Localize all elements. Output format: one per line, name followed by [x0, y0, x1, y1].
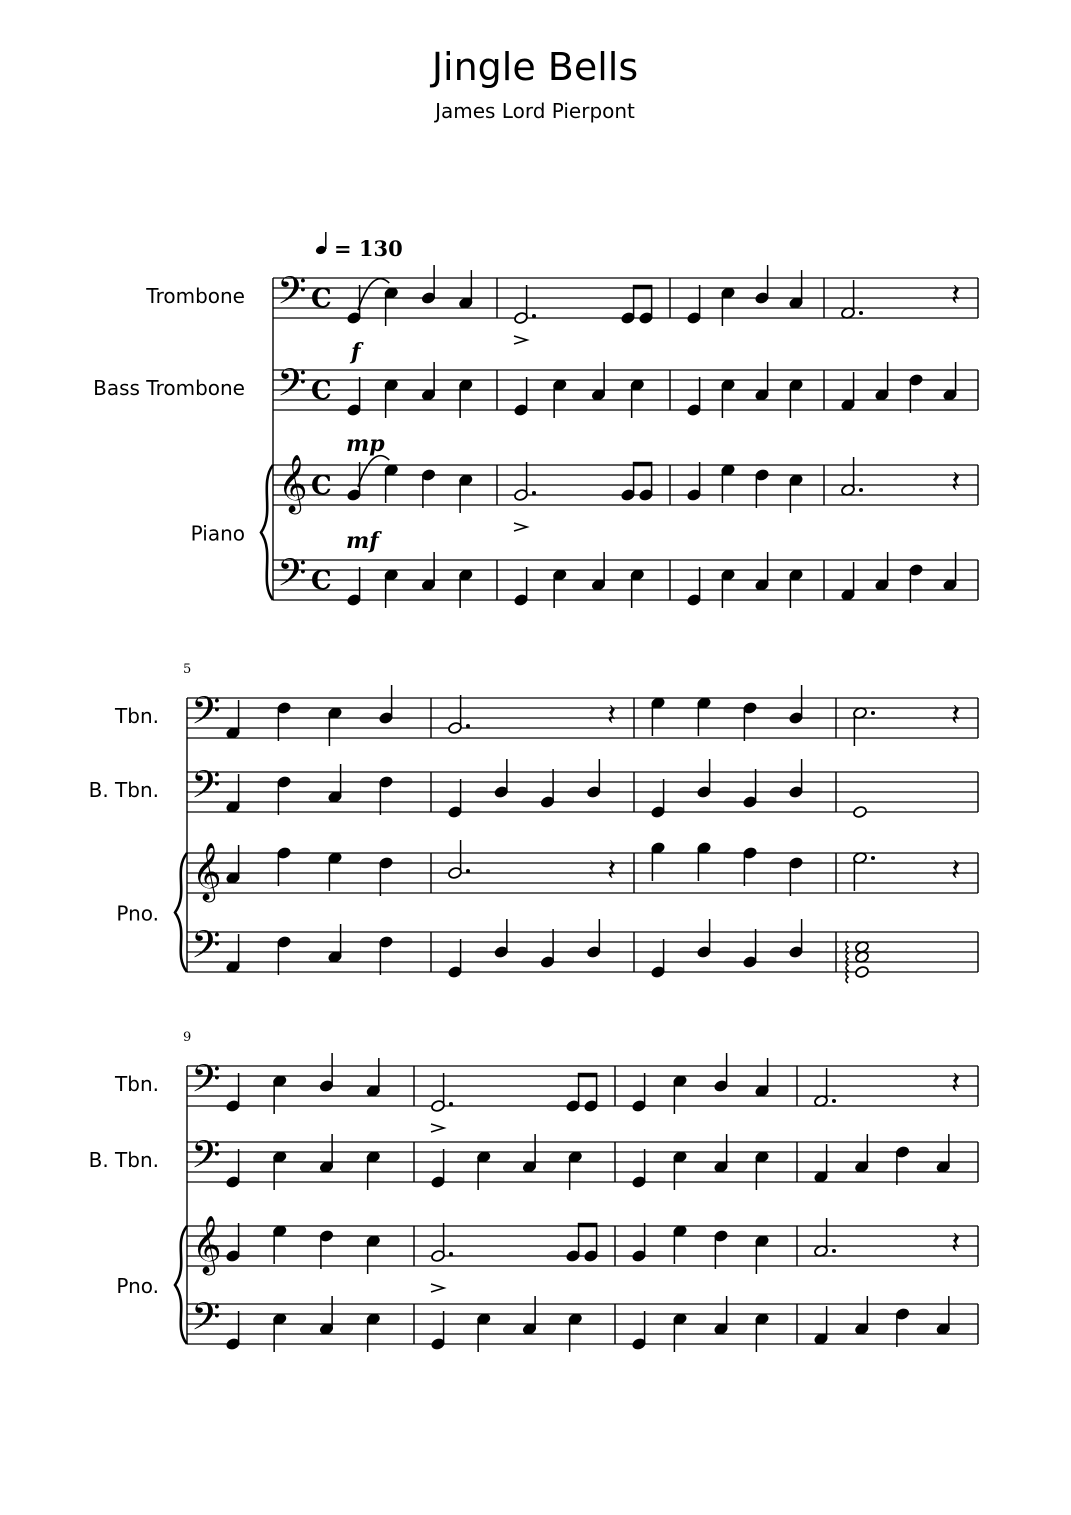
instrument-label-bass-trombone: B. Tbn.: [88, 1148, 159, 1172]
staff-bass-trombone: [273, 360, 978, 418]
quarter-rest-icon: 𝄽: [951, 698, 961, 733]
instrument-label-trombone: Trombone: [146, 284, 245, 308]
piano-brace: [261, 465, 273, 600]
staff-bass-trombone: [187, 759, 978, 819]
piano-brace: [175, 853, 187, 972]
instrument-label-trombone: Tbn.: [115, 704, 159, 728]
quarter-rest-icon: 𝄽: [951, 1226, 961, 1261]
treble-clef-icon: 𝄞: [192, 1215, 222, 1273]
quarter-rest-icon: 𝄽: [607, 698, 617, 733]
treble-clef-icon: 𝄞: [192, 842, 222, 900]
quarter-rest-icon: 𝄽: [607, 853, 617, 888]
system: [93, 265, 978, 608]
dynamic-forte: f: [351, 339, 361, 365]
accent-mark: [514, 336, 527, 344]
bass-clef-icon: 𝄢: [191, 1294, 221, 1348]
slur: [358, 279, 389, 310]
staff-piano-left-hand: [187, 1294, 978, 1352]
augmentation-dot: [871, 711, 875, 715]
bass-clef-icon: 𝄢: [191, 1132, 221, 1186]
common-time-signature: C: [311, 376, 332, 406]
augmentation-dot: [449, 1102, 453, 1106]
staff-piano-right-hand: [273, 454, 978, 531]
staff-trombone: [273, 265, 978, 344]
quarter-rest-icon: 𝄽: [951, 278, 961, 313]
augmentation-dot: [832, 1249, 836, 1253]
staff-piano-left-hand: [187, 919, 978, 983]
common-time-signature: C: [311, 284, 332, 314]
measure-number: 9: [183, 1030, 192, 1045]
augmentation-dot: [532, 314, 536, 318]
quarter-rest-icon: 𝄽: [951, 465, 961, 500]
bass-clef-icon: 𝄢: [277, 268, 307, 322]
augmentation-dot: [871, 856, 875, 860]
accent-mark: [431, 1124, 444, 1132]
treble-clef-icon: 𝄞: [278, 454, 308, 512]
dynamic-mezzo-forte: mf: [346, 528, 379, 554]
augmentation-dot: [859, 311, 863, 315]
staff-piano-left-hand: [273, 550, 978, 608]
augmentation-dot: [466, 869, 470, 873]
common-time-signature: C: [311, 566, 332, 596]
augmentation-dot: [449, 1252, 453, 1256]
instrument-label-piano: Pno.: [116, 1274, 159, 1298]
score-title: Jingle Bells: [431, 45, 639, 89]
note-head: [853, 805, 868, 818]
accent-mark: [514, 523, 527, 531]
augmentation-dot: [832, 1099, 836, 1103]
staff-piano-right-hand: [187, 840, 978, 903]
augmentation-dot: [859, 488, 863, 492]
staff-trombone: [187, 685, 978, 746]
bass-clef-icon: 𝄢: [191, 922, 221, 976]
common-time-signature: C: [311, 471, 332, 501]
slur: [358, 456, 389, 487]
composer-name: James Lord Pierpont: [435, 99, 635, 123]
instrument-label-bass-trombone: B. Tbn.: [88, 778, 159, 802]
note-head: [855, 965, 870, 978]
measure-number: 5: [183, 662, 192, 677]
tempo-value: = 130: [334, 236, 403, 261]
bass-clef-icon: 𝄢: [277, 360, 307, 414]
instrument-label-piano: Piano: [190, 521, 245, 546]
accent-mark: [431, 1284, 444, 1292]
bass-clef-icon: 𝄢: [191, 762, 221, 816]
dynamic-mezzo-piano: mp: [346, 431, 385, 457]
augmentation-dot: [532, 491, 536, 495]
tempo-marking: [315, 232, 403, 261]
instrument-label-bass-trombone: Bass Trombone: [93, 376, 245, 400]
piano-brace: [175, 1226, 187, 1344]
bass-clef-icon: 𝄢: [191, 688, 221, 742]
quarter-rest-icon: 𝄽: [951, 1066, 961, 1101]
bass-clef-icon: 𝄢: [191, 1056, 221, 1110]
staff-piano-right-hand: [187, 1215, 978, 1292]
system: [89, 1030, 978, 1352]
instrument-label-trombone: Tbn.: [115, 1072, 159, 1096]
bass-clef-icon: 𝄢: [277, 550, 307, 604]
staff-bass-trombone: [187, 1132, 978, 1190]
augmentation-dot: [466, 724, 470, 728]
quarter-rest-icon: 𝄽: [951, 853, 961, 888]
staff-trombone: [187, 1053, 978, 1132]
system: [89, 662, 978, 983]
instrument-label-piano: Pno.: [116, 901, 159, 926]
